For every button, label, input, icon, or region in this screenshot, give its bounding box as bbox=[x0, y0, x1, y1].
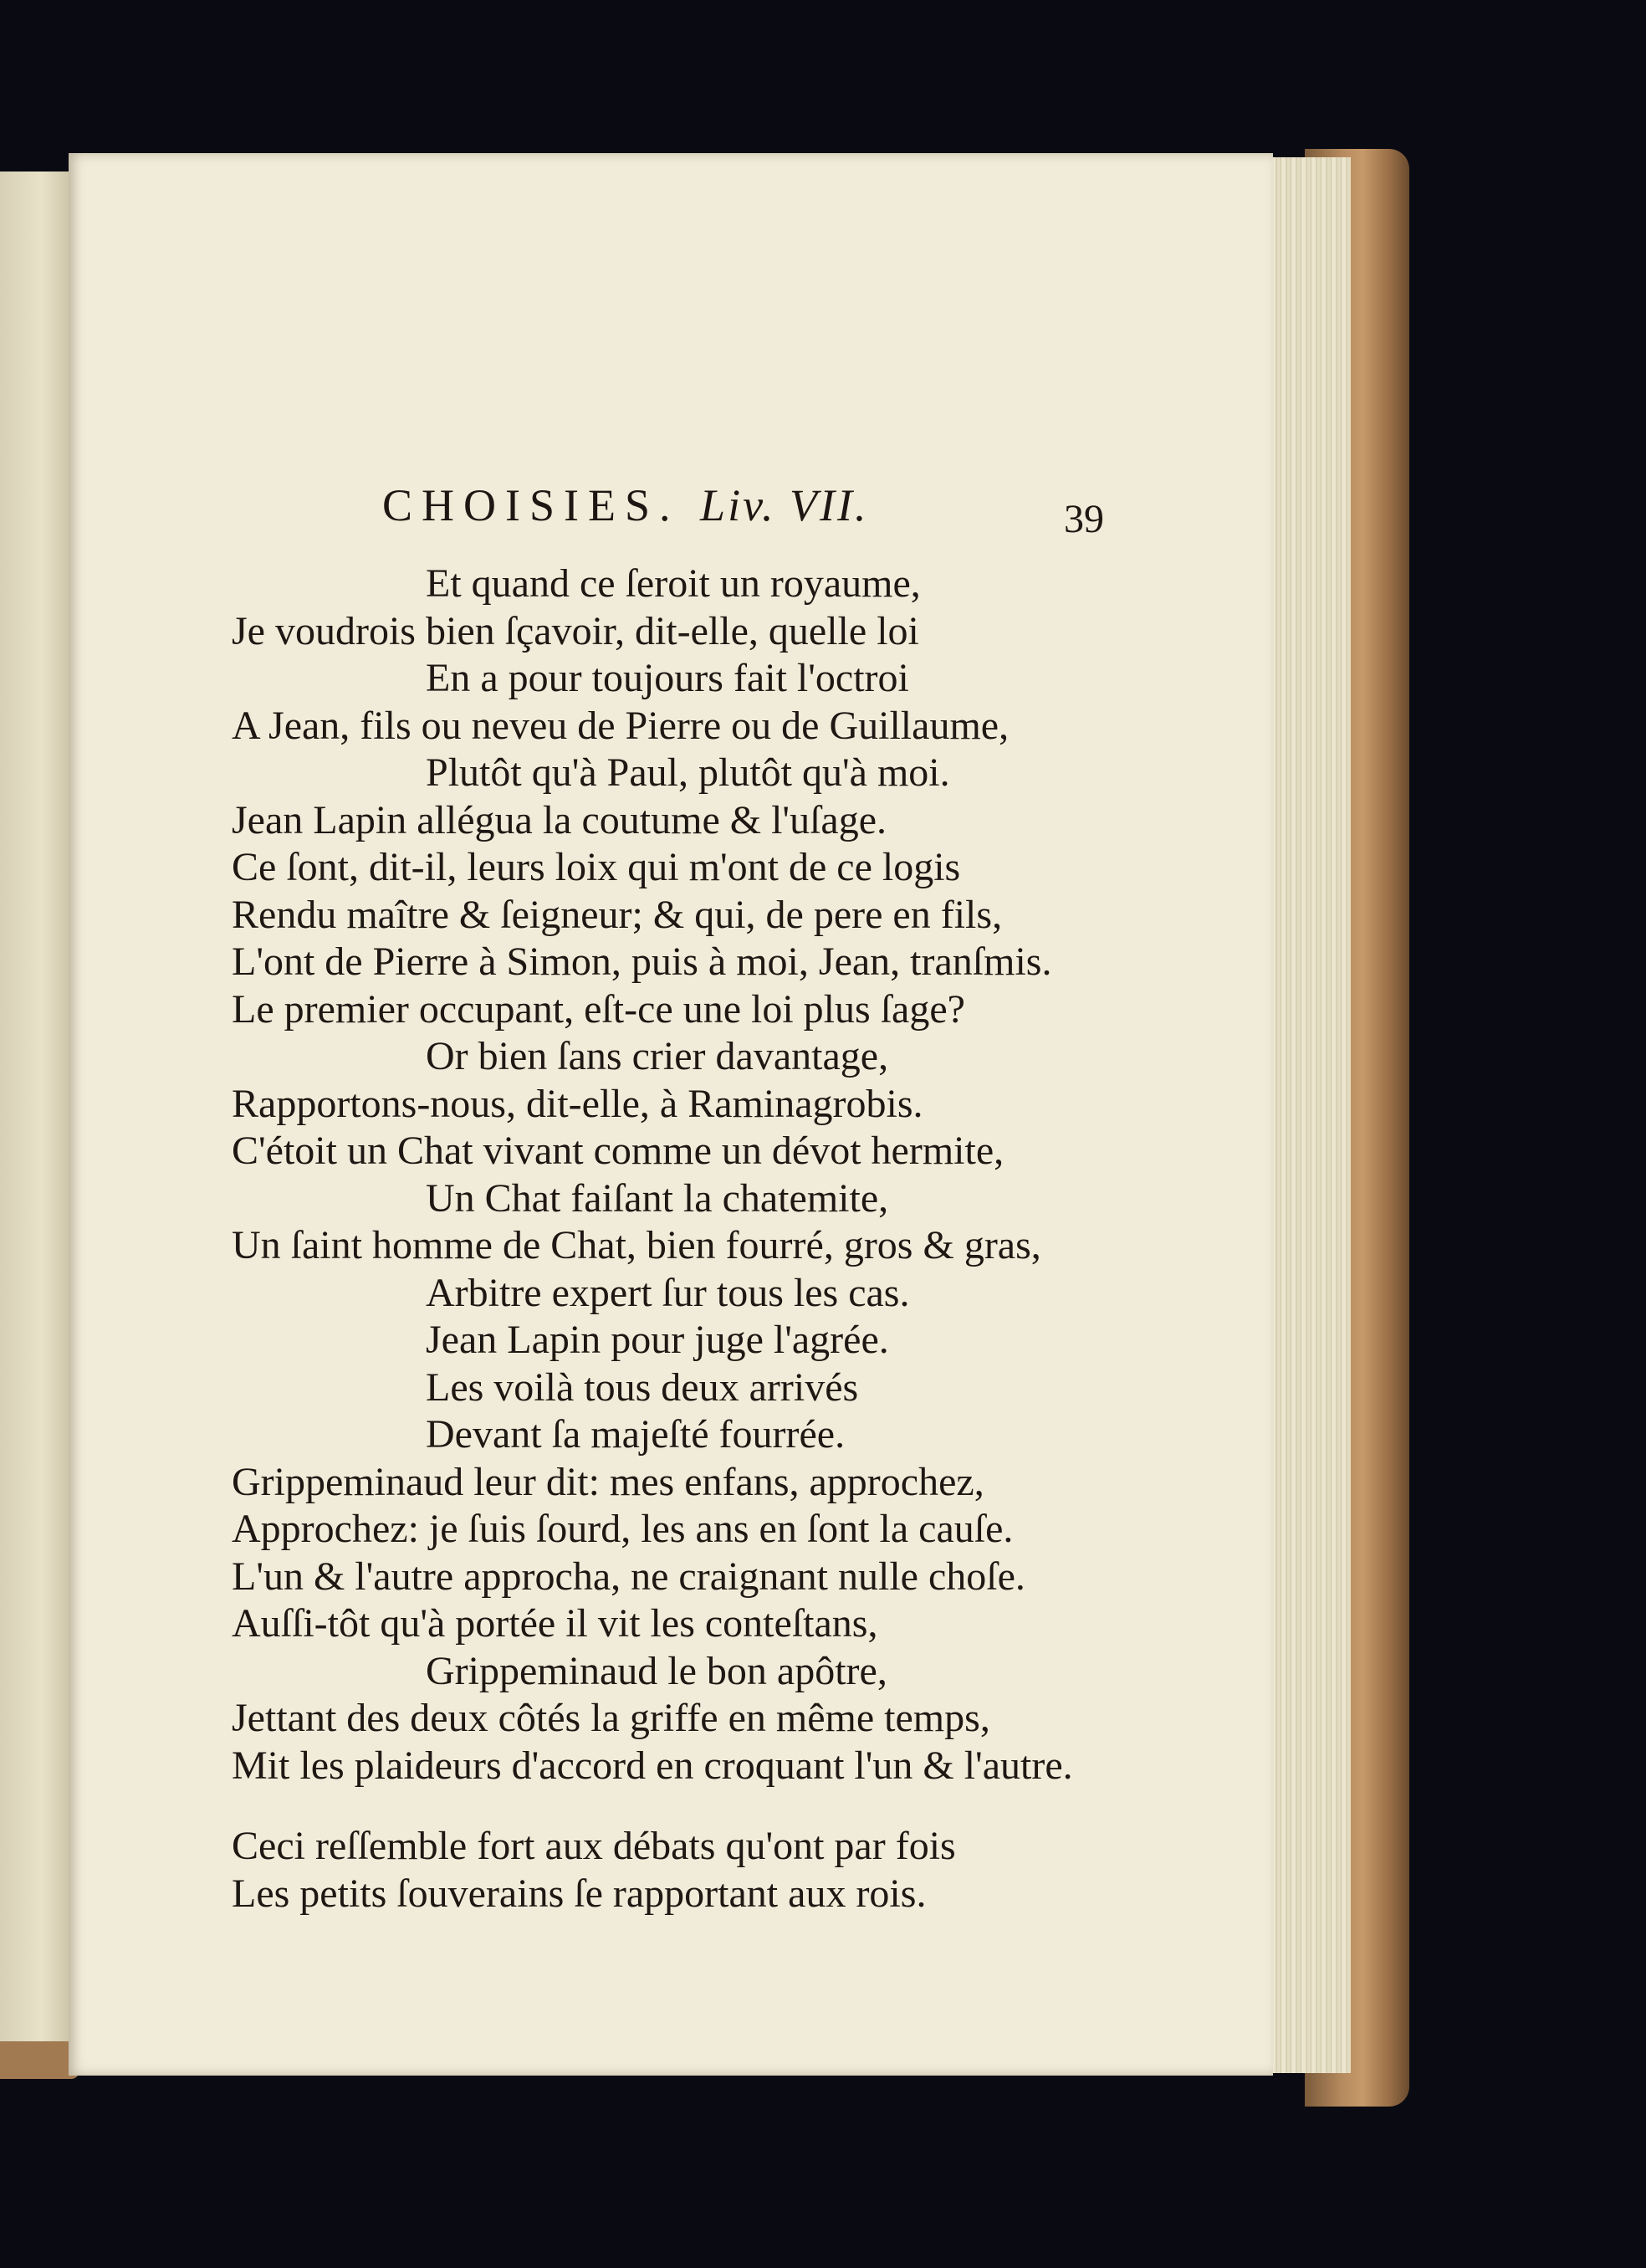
verse-line: Jettant des deux côtés la griffe en même temps, bbox=[232, 1696, 990, 1740]
stanza-gap bbox=[232, 1789, 1143, 1823]
verse-line: Grippeminaud leur dit: mes enfans, approchez, bbox=[232, 1459, 984, 1504]
verse-line: Or bien ſans crier davantage, bbox=[426, 1034, 889, 1078]
verse-line: Plutôt qu'à Paul, plutôt qu'à moi. bbox=[426, 750, 950, 795]
verse-line: L'un & l'autre approcha, ne craignant nulle choſe. bbox=[232, 1554, 1025, 1599]
page-block-edges bbox=[1271, 157, 1351, 2073]
previous-page-edge bbox=[0, 172, 71, 2071]
moral-line: Ceci reſſemble fort aux débats qu'ont par fois bbox=[232, 1824, 956, 1868]
verse-line: Je voudrois bien ſçavoir, dit-elle, quelle loi bbox=[232, 608, 919, 653]
moral-line: Les petits ſouverains ſe rapportant aux rois. bbox=[232, 1871, 927, 1916]
book-label: Liv. VII. bbox=[700, 480, 869, 530]
book-page bbox=[69, 153, 1273, 2076]
verse-line: Le premier occupant, eſt-ce une loi plus ſage? bbox=[232, 986, 965, 1032]
verse-line: Rapportons-nous, dit-elle, à Raminagrobis. bbox=[232, 1081, 923, 1126]
verse-line: Jean Lapin pour juge l'agrée. bbox=[426, 1318, 889, 1362]
left-cover-corner bbox=[0, 2041, 79, 2079]
running-header bbox=[382, 479, 868, 531]
verse-line: C'étoit un Chat vivant comme un dévot hermite, bbox=[232, 1129, 1004, 1173]
verse-line: Devant ſa majeſté fourrée. bbox=[426, 1412, 846, 1457]
verse-line: Mit les plaideurs d'accord en croquant l'un & l'autre. bbox=[232, 1743, 1073, 1788]
verse-line: Et quand ce ſeroit un royaume, bbox=[426, 561, 921, 606]
poem-text bbox=[232, 561, 1143, 1917]
verse-line: Arbitre expert ſur tous les cas. bbox=[426, 1270, 910, 1315]
verse-line: En a pour toujours fait l'octroi bbox=[426, 656, 909, 700]
verse-line: Auſſi-tôt qu'à portée il vit les conteſtans, bbox=[232, 1601, 878, 1646]
verse-line: Les voilà tous deux arrivés bbox=[426, 1364, 859, 1410]
verse-line: Approchez: je ſuis ſourd, les ans en ſont la cauſe. bbox=[232, 1507, 1014, 1551]
verse-line: Un ſaint homme de Chat, bien fourré, gros & gras, bbox=[232, 1223, 1041, 1267]
verse-line: Rendu maître & ſeigneur; & qui, de pere en fils, bbox=[232, 892, 1003, 937]
verse-line: Un Chat faiſant la chatemite, bbox=[426, 1175, 889, 1221]
verse-line: Grippeminaud le bon apôtre, bbox=[426, 1648, 887, 1693]
running-title: CHOISIES. bbox=[382, 480, 680, 530]
verse-line: L'ont de Pierre à Simon, puis à moi, Jean, tranſmis. bbox=[232, 939, 1052, 984]
verse-line: Ce ſont, dit-il, leurs loix qui m'ont de ce logis bbox=[232, 845, 961, 889]
page-number: 39 bbox=[1064, 497, 1104, 541]
verse-line: A Jean, fils ou neveu de Pierre ou de Guillaume, bbox=[232, 703, 1010, 748]
verse-line: Jean Lapin allégua la coutume & l'uſage. bbox=[232, 797, 887, 842]
